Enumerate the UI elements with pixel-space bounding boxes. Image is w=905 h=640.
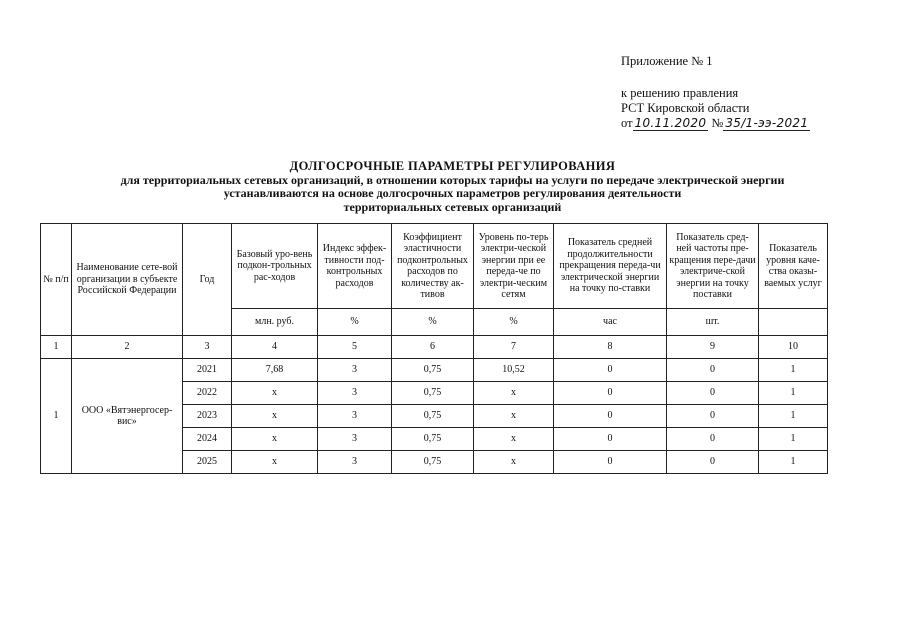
header-efficiency-index: Индекс эффек-тивности под-контрольных расходов — [318, 224, 392, 309]
cell-quality: 1 — [759, 451, 828, 474]
regulation-parameters-table — [40, 223, 828, 474]
column-number: 7 — [474, 336, 554, 359]
table-row — [41, 359, 828, 382]
cell-elasticity: 0,75 — [392, 359, 474, 382]
appendix-line1: к решению правления — [621, 86, 739, 100]
unit-frequency: шт. — [667, 309, 759, 336]
cell-frequency: 0 — [667, 428, 759, 451]
cell-year: 2021 — [183, 359, 232, 382]
cell-duration: 0 — [554, 451, 667, 474]
cell-quality: 1 — [759, 428, 828, 451]
cell-elasticity: 0,75 — [392, 405, 474, 428]
column-number: 9 — [667, 336, 759, 359]
cell-index: 3 — [318, 359, 392, 382]
header-org: Наименование сете-вой организации в субъекте Российской Федерации — [72, 224, 183, 336]
unit-losses: % — [474, 309, 554, 336]
column-number: 8 — [554, 336, 667, 359]
cell-losses: x — [474, 428, 554, 451]
title-line2: для территориальных сетевых организаций, в отношении которых тарифы на услуги по передаче электрической энергии — [120, 172, 785, 187]
cell-index: 3 — [318, 382, 392, 405]
cell-base: 7,68 — [232, 359, 318, 382]
cell-duration: 0 — [554, 359, 667, 382]
cell-elasticity: 0,75 — [392, 382, 474, 405]
header-num: № п/п — [41, 224, 72, 336]
cell-index: 3 — [318, 428, 392, 451]
header-elasticity: Коэффициент эластичности подконтрольных расходов по количеству ак-тивов — [392, 224, 474, 309]
appendix-decision-line — [621, 116, 810, 131]
cell-base: x — [232, 382, 318, 405]
cell-index: 3 — [318, 405, 392, 428]
appendix-block — [621, 54, 810, 131]
cell-frequency: 0 — [667, 359, 759, 382]
cell-quality: 1 — [759, 405, 828, 428]
header-interruption-frequency: Показатель сред-ней частоты пре-кращения пере-дачи электриче-ской энергии на точку поставки — [667, 224, 759, 309]
cell-year: 2025 — [183, 451, 232, 474]
header-base-costs: Базовый уро-вень подкон-трольных рас-ходов — [232, 224, 318, 309]
cell-losses: x — [474, 382, 554, 405]
cell-duration: 0 — [554, 382, 667, 405]
title-main: ДОЛГОСРОЧНЫЕ ПАРАМЕТРЫ РЕГУЛИРОВАНИЯ — [289, 159, 616, 173]
header-service-quality: Показатель уровня каче-ства оказы-ваемых услуг — [759, 224, 828, 309]
unit-base-costs: млн. руб. — [232, 309, 318, 336]
cell-year: 2022 — [183, 382, 232, 405]
unit-elasticity: % — [392, 309, 474, 336]
cell-base: x — [232, 405, 318, 428]
column-number: 10 — [759, 336, 828, 359]
column-number: 1 — [41, 336, 72, 359]
handwritten-decision-number: 35/1-ээ-2021 — [725, 116, 809, 130]
column-number: 6 — [392, 336, 474, 359]
title-line3: устанавливаются на основе долгосрочных параметров регулирования деятельности — [223, 186, 682, 200]
cell-frequency: 0 — [667, 382, 759, 405]
cell-index: 3 — [318, 451, 392, 474]
cell-year: 2023 — [183, 405, 232, 428]
appendix-from: от — [621, 116, 633, 130]
cell-losses: x — [474, 405, 554, 428]
unit-quality — [759, 309, 828, 336]
header-losses: Уровень по-терь электри-ческой энергии при ее переда-че по электри-ческим сетям — [474, 224, 554, 309]
cell-losses: 10,52 — [474, 359, 554, 382]
cell-elasticity: 0,75 — [392, 451, 474, 474]
column-number: 3 — [183, 336, 232, 359]
column-number: 5 — [318, 336, 392, 359]
handwritten-date: 10.11.2020 — [634, 116, 707, 130]
cell-duration: 0 — [554, 405, 667, 428]
cell-losses: x — [474, 451, 554, 474]
organization-name: ООО «Вятэнергосер-вис» — [72, 359, 183, 474]
cell-quality: 1 — [759, 382, 828, 405]
cell-elasticity: 0,75 — [392, 428, 474, 451]
header-year: Год — [183, 224, 232, 336]
cell-duration: 0 — [554, 428, 667, 451]
cell-base: x — [232, 451, 318, 474]
cell-frequency: 0 — [667, 451, 759, 474]
cell-frequency: 0 — [667, 405, 759, 428]
unit-efficiency-index: % — [318, 309, 392, 336]
cell-quality: 1 — [759, 359, 828, 382]
unit-duration: час — [554, 309, 667, 336]
document-title — [40, 160, 865, 214]
appendix-number: Приложение № 1 — [621, 54, 713, 68]
cell-base: x — [232, 428, 318, 451]
column-number: 4 — [232, 336, 318, 359]
appendix-no-sign: № — [711, 116, 724, 130]
row-number: 1 — [41, 359, 72, 474]
cell-year: 2024 — [183, 428, 232, 451]
column-number: 2 — [72, 336, 183, 359]
header-interruption-duration: Показатель средней продолжительности прекращения переда-чи электрической энергии на точку по-ставки — [554, 224, 667, 309]
title-line4: территориальных сетевых организаций — [343, 199, 562, 214]
appendix-line2: РСТ Кировской области — [621, 101, 750, 115]
